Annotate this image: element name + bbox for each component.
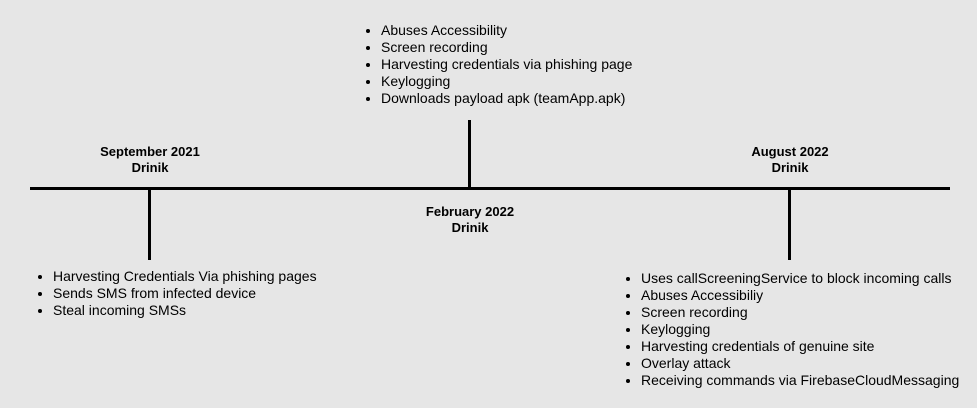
list-item: • Screen recording — [381, 39, 632, 56]
event-label-february-2022 — [390, 204, 550, 236]
list-item: • Screen recording — [641, 304, 959, 321]
event-label-september-2021 — [70, 144, 230, 176]
list-item: • Overlay attack — [641, 355, 959, 372]
list-item: • Keylogging — [641, 321, 959, 338]
timeline-tick-august-2022 — [788, 189, 791, 260]
event-date: September 2021 — [100, 144, 200, 159]
list-item: • Harvesting Credentials Via phishing pages — [53, 268, 317, 285]
list-item: • Harvesting credentials of genuine site — [641, 338, 959, 355]
event-date: February 2022 — [425, 204, 515, 219]
list-item: • Receiving commands via FirebaseCloudMessaging — [641, 372, 959, 389]
list-item: • Steal incoming SMSs — [53, 302, 317, 319]
event-name: Drinik — [771, 160, 809, 175]
list-item: • Harvesting credentials via phishing page — [381, 56, 632, 73]
list-item: • Uses callScreeningService to block incoming calls — [641, 270, 959, 287]
list-item: • Sends SMS from infected device — [53, 285, 317, 302]
timeline-axis — [30, 187, 950, 190]
event-name: Drinik — [451, 220, 489, 235]
event-notes-february-2022 — [361, 22, 632, 107]
list-item: • Abuses Accessibiliy — [641, 287, 959, 304]
event-name: Drinik — [131, 160, 169, 175]
list-item: • Abuses Accessibility — [381, 22, 632, 39]
event-label-august-2022 — [710, 144, 870, 176]
timeline-tick-september-2021 — [148, 189, 151, 260]
event-date: August 2022 — [751, 144, 829, 159]
event-notes-september-2021 — [33, 268, 317, 319]
list-item: • Keylogging — [381, 73, 632, 90]
list-item: • Downloads payload apk (teamApp.apk) — [381, 90, 632, 107]
event-notes-august-2022 — [621, 270, 959, 389]
timeline-tick-february-2022 — [468, 120, 471, 189]
